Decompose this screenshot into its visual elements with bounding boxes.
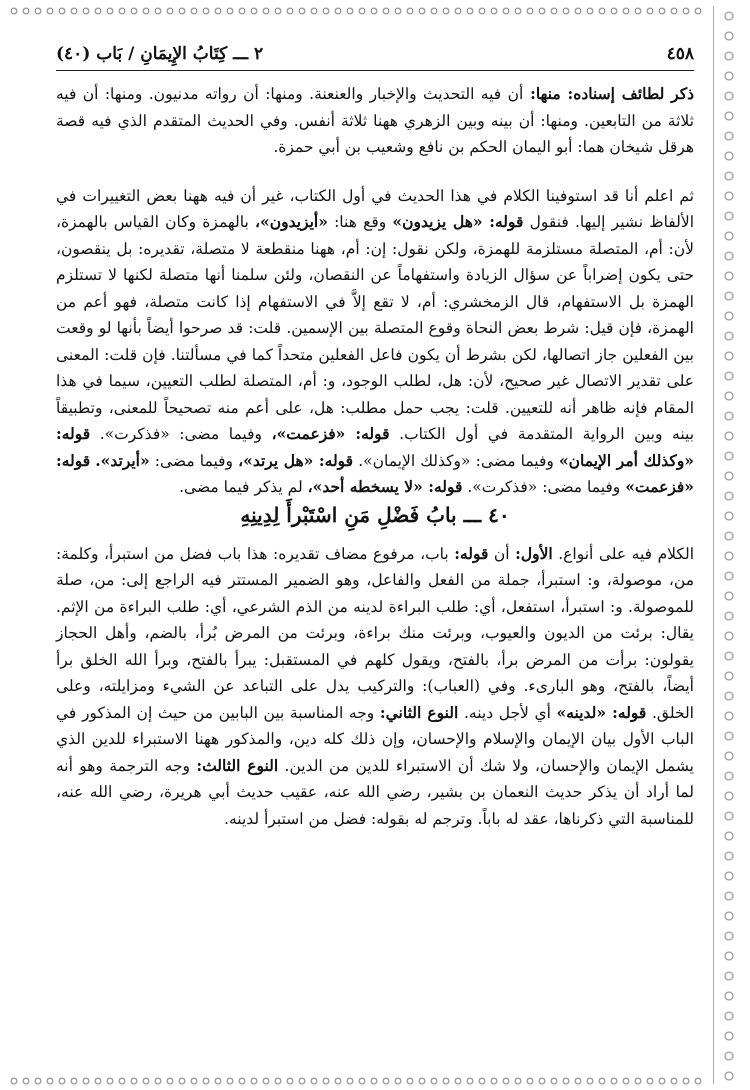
page-content (56, 44, 694, 832)
paragraph (56, 81, 694, 161)
page-number: ٤٥٨ (666, 44, 694, 64)
bold-text-run: قوله: «فزعمت»، (271, 424, 390, 443)
bold-text-run: قوله: «هل يزيدون» (392, 212, 524, 231)
text-run: وفيما مضى: «فذكرت». (462, 478, 626, 496)
text-run: ثم اعلم أنا قد استوفينا الكلام في هذا الحديث في أول الكتاب، غير أن فيه ههنا بعض التغييرات في الألفاظ نشير إليها. فنقول (56, 186, 694, 231)
bold-text-run: «أيرتد». (95, 450, 150, 470)
text-run: أي لأجل دينه. (458, 703, 557, 722)
bold-text-run: قوله: (454, 543, 489, 563)
paragraph (56, 183, 694, 501)
page-header (56, 44, 694, 71)
text-body-after (56, 541, 694, 833)
bold-text-run: قوله: «وكذلك أمر الإيمان» (56, 424, 694, 470)
text-run: وجه المناسبة بين البابين من حيث إن المذكور في الباب الأول بيان الإيمان والإسلام والإحسان، وإن ذلك كله دين، والمذكور ههنا الاستبراء للدين الذي يشمل الإيمان والإحسان، ولا شك أن الاستبراء للدين من الدين. (56, 703, 694, 775)
text-run: وفيما مضى: «فذكرت». (90, 425, 272, 443)
text-run: وقع هنا: (327, 213, 393, 231)
bold-text-run: قوله: «فزعمت» (56, 450, 694, 496)
text-run: وجه الترجمة وهو أنه لما أراد أن يذكر حديث النعمان بن بشير، رضي الله عنه، عقيب حديث أبي هريرة، رضي الله عنه، للمناسبة التي ذكرناها، عقد له باباً. وترجم له بقوله: فضل من استبرأ لدينه. (56, 756, 694, 828)
paragraph (56, 541, 694, 833)
bold-text-run: النوع الثالث: (196, 755, 279, 775)
bold-text-run: الأول: (515, 543, 553, 563)
decorative-border-bottom (8, 1076, 702, 1086)
text-run: الكلام فيه على أنواع. (552, 544, 695, 563)
text-body-before (56, 81, 694, 501)
bold-text-run: النوع الثاني: (379, 702, 459, 722)
text-run: وفيما مضى: «وكذلك الإيمان». (353, 451, 559, 470)
text-run: أن (488, 544, 516, 563)
text-run: أن فيه التحديث والإخبار والعنعنة. ومنها: أن رواته مدنيون. ومنها: أن فيه ثلاثة من التابعين. ومنها: أن بينه وبين الزهري ههنا ثلاثة أنفس. وفي الحديث المتقدم الذي فيه قصة هرقل شيخان هما: أبو اليمان الحكم بن نافع وشعيب بن أبي حمزة. (56, 85, 694, 156)
running-title: ٢ ـــ كِتَابُ الإِيمَانِ / بَاب (٤٠) (56, 44, 264, 64)
bold-text-run: قوله: «لا يسخطه أحد»، (307, 477, 463, 496)
decorative-border-top (8, 6, 702, 16)
text-run: باب، مرفوع مضاف تقديره: هذا باب فضل من استبرأ، وكلمة: من، موصولة، و: استبرأ، جملة من الفعل والفاعل، وهو الضمير المستتر فيه الراجع إلى: من، صلة للموصولة. و: استبرأ، استفعل، أي: طلب البراءة لدينه من الذم الشرعي، أي: طلب البراءة من الإثم. يقال: برئت من الديون والعيوب، وبرئت منك براءة، وبرئت من المرض بُرأ، بالضم، وأهل الحجاز يقولون: برأت من المرض برأ، بالفتح، ويقول كلهم في المستقبل: يبرأ بالفتح، وبرأ الله الخلق برأ أيضاً، بالفتح، وهو البارىء. وفي (العباب): والتركيب يدل على التباعد عن الشيء ومزايلته، وعلى الخلق. (56, 544, 694, 722)
chapter-title: ٤٠ ـــ بابُ فَضْلِ مَنِ اسْتَبْرأَ لِدِينِهِ (240, 502, 510, 527)
bold-text-run: قوله: «هل يرتد»، (238, 450, 354, 470)
bold-text-run: ذكر لطائف إسناده: منها: (523, 84, 694, 103)
bold-text-run: قوله: «لدينه» (556, 702, 647, 722)
decorative-border-right (713, 6, 744, 1084)
text-run: وفيما مضى: (149, 451, 239, 470)
text-run: لم يذكر فيما مضى. (179, 478, 308, 496)
bold-text-run: «أيزيدون»، (255, 212, 328, 231)
text-run: بالهمزة وكان القياس بالهمزة، لأن: أم، المتصلة مستلزمة للهمزة، ولكن نقول: إن: أم، ههنا منقطعة لا متصلة، تقديره: بل ينقصون، حتى يكون إضراباً عن سؤال الزيادة واستفهاماً عن النقصان، ولئن سلمنا أنها متصلة لكنها لا تستلزم الهمزة بل الاستفهام، قال الزمخشري: أم، لا تقع إلاَّ في الاستفهام إذا كانت متصلة، فهو أعم من الهمزة، فإن قيل: شرط بعض النحاة وقوع المتصلة بين الإسمين. قلت: قد صرحوا أيضاً بأنها لو وقعت بين الفعلين جاز اتصالها، لكن بشرط أن يكون فاعل الفعلين متحداً كما في مسألتنا. فإن قلت: المعنى على تقدير الاتصال غير صحيح، لأن: هل، لطلب الوجود، و: أم، المتصلة لطلب التعيين، سيما في هذا المقام فإنه ظاهر أنه للتعيين. قلت: يجب حمل مطلب: هل، على أعم منه تصحيحاً للمعنى، وتطبيقاً بينه وبين الرواية المتقدمة في أول الكتاب. (56, 213, 695, 443)
